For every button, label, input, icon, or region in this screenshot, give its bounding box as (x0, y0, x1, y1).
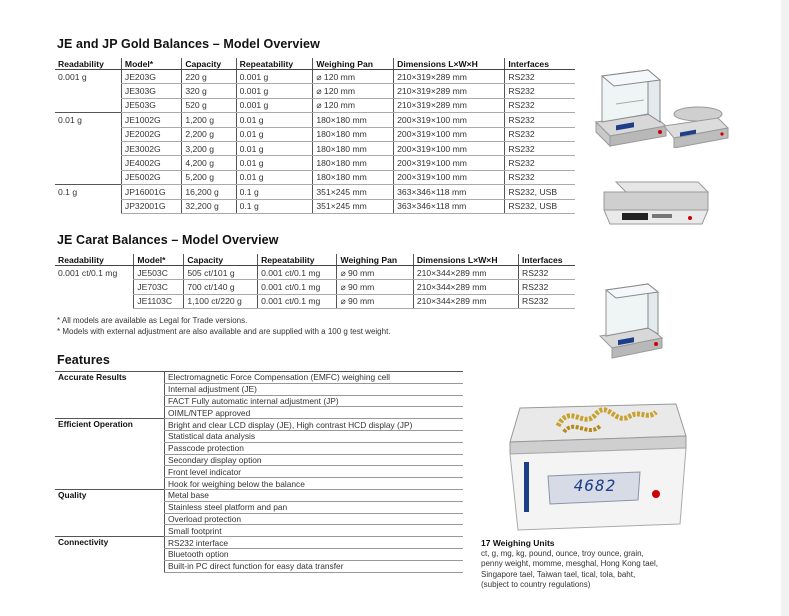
feature-category-spacer (55, 383, 165, 395)
feature-category-spacer (55, 513, 165, 525)
feature-row (55, 407, 463, 419)
feature-category-spacer (55, 560, 165, 572)
feature-item: Metal base (165, 489, 464, 501)
feature-item: OIML/NTEP approved (165, 407, 464, 419)
carat-balance-image (596, 280, 666, 360)
cell-dimensions: 363×346×118 mm (394, 199, 505, 213)
cell-dimensions: 200×319×100 mm (394, 170, 505, 184)
balance-display-reading: 4682 (573, 476, 617, 495)
cell-dimensions: 200×319×100 mm (394, 113, 505, 127)
feature-row (55, 537, 463, 549)
table-row (55, 185, 575, 199)
feature-category-spacer (55, 442, 165, 454)
col-header-readability: Readability (55, 58, 121, 70)
cell-capacity: 3,200 g (182, 141, 236, 155)
cell-model: JE503G (121, 98, 181, 112)
features-table (55, 371, 463, 573)
cell-interfaces: RS232 (518, 280, 575, 294)
col-header-repeatability: Repeatability (236, 58, 313, 70)
feature-item: Internal adjustment (JE) (165, 383, 464, 395)
feature-row (55, 383, 463, 395)
feature-category-spacer (55, 430, 165, 442)
cell-readability: 0.1 g (55, 185, 121, 199)
cell-repeatability: 0.001 ct/0.1 mg (258, 280, 337, 294)
feature-category: Efficient Operation (55, 419, 165, 431)
feature-item: FACT Fully automatic internal adjustment (JP) (165, 395, 464, 407)
cell-repeatability: 0.01 g (236, 156, 313, 170)
feature-row (55, 513, 463, 525)
cell-model: JE1002G (121, 113, 181, 127)
col-header-dimensions: Dimensions L×W×H (394, 58, 505, 70)
feature-item: RS232 interface (165, 537, 464, 549)
cell-weighing-pan: ⌀ 120 mm (313, 70, 394, 84)
cell-capacity: 4,200 g (182, 156, 236, 170)
col-header-interfaces: Interfaces (505, 58, 575, 70)
page-edge (781, 0, 789, 616)
cell-weighing-pan: ⌀ 90 mm (337, 280, 413, 294)
table-row (55, 113, 575, 127)
feature-row (55, 501, 463, 513)
cell-model: JE1103C (134, 294, 184, 308)
feature-row (55, 489, 463, 501)
cell-interfaces: RS232 (505, 170, 575, 184)
feature-item: Hook for weighing below the balance (165, 478, 464, 490)
cell-repeatability: 0.001 g (236, 70, 313, 84)
feature-row (55, 419, 463, 431)
gold-balances-title: JE and JP Gold Balances – Model Overview (57, 37, 320, 51)
cell-readability (55, 170, 121, 184)
cell-readability: 0.001 g (58, 71, 87, 82)
cell-weighing-pan: 180×180 mm (313, 127, 394, 141)
cell-weighing-pan: 180×180 mm (313, 113, 394, 127)
cell-capacity: 1,100 ct/220 g (184, 294, 258, 308)
feature-row (55, 430, 463, 442)
cell-dimensions: 210×344×289 mm (413, 266, 518, 280)
cell-dimensions: 363×346×118 mm (394, 185, 505, 199)
feature-category-spacer (55, 525, 165, 537)
jp-balance-image (600, 178, 710, 228)
col-header-weighing-pan: Weighing Pan (337, 254, 413, 266)
feature-category: Quality (55, 489, 165, 501)
cell-model: JP32001G (121, 199, 181, 213)
cell-repeatability: 0.01 g (236, 141, 313, 155)
cell-repeatability: 0.001 ct/0.1 mg (258, 266, 337, 280)
analytical-balance-image (590, 64, 670, 148)
feature-row (55, 560, 463, 572)
feature-row (55, 372, 463, 384)
col-header-interfaces: Interfaces (518, 254, 575, 266)
cell-readability (55, 294, 134, 308)
col-header-dimensions: Dimensions L×W×H (413, 254, 518, 266)
cell-model: JE503C (134, 266, 184, 280)
cell-repeatability: 0.1 g (236, 185, 313, 199)
cell-interfaces: RS232 (505, 98, 575, 112)
cell-model: JP16001G (121, 185, 181, 199)
feature-item: Built-in PC direct function for easy data transfer (165, 560, 464, 572)
cell-weighing-pan: 351×245 mm (313, 199, 394, 213)
feature-row (55, 442, 463, 454)
cell-model: JE303G (121, 84, 181, 98)
weighing-units-title: 17 Weighing Units (481, 538, 555, 548)
cell-interfaces: RS232 (505, 70, 575, 84)
cell-readability (55, 141, 121, 155)
cell-weighing-pan: ⌀ 90 mm (337, 266, 413, 280)
feature-row (55, 525, 463, 537)
table-row (55, 280, 575, 294)
cell-dimensions: 210×319×289 mm (394, 70, 505, 84)
cell-dimensions: 200×319×100 mm (394, 127, 505, 141)
feature-row (55, 548, 463, 560)
cell-interfaces: RS232 (505, 127, 575, 141)
cell-interfaces: RS232 (518, 294, 575, 308)
feature-category: Connectivity (55, 537, 165, 549)
cell-interfaces: RS232 (505, 156, 575, 170)
carat-balances-title: JE Carat Balances – Model Overview (57, 233, 279, 247)
cell-readability (55, 84, 121, 98)
footnotes (57, 315, 391, 337)
feature-category: Accurate Results (55, 372, 165, 384)
table-row (55, 156, 575, 170)
feature-item: Bright and clear LCD display (JE), High contrast HCD display (JP) (165, 419, 464, 431)
cell-dimensions: 210×319×289 mm (394, 98, 505, 112)
weighing-units-line: Singapore tael, Taiwan tael, tical, tola, baht, (481, 569, 636, 579)
col-header-model: Model* (134, 254, 184, 266)
col-header-weighing-pan: Weighing Pan (313, 58, 394, 70)
cell-interfaces: RS232, USB (505, 199, 575, 213)
feature-row (55, 478, 463, 490)
table-row (55, 294, 575, 308)
cell-weighing-pan: ⌀ 120 mm (313, 84, 394, 98)
table-row (55, 98, 575, 112)
cell-readability: 0.001 ct/0.1 mg (58, 267, 118, 278)
feature-item: Front level indicator (165, 466, 464, 478)
cell-model: JE203G (121, 70, 181, 84)
table-row (55, 199, 575, 213)
cell-weighing-pan: 351×245 mm (313, 185, 394, 199)
feature-row (55, 466, 463, 478)
col-header-model: Model* (121, 58, 181, 70)
cell-readability (55, 156, 121, 170)
cell-model: JE5002G (121, 170, 181, 184)
cell-weighing-pan: ⌀ 120 mm (313, 98, 394, 112)
cell-interfaces: RS232 (505, 84, 575, 98)
cell-dimensions: 200×319×100 mm (394, 141, 505, 155)
table-row (55, 70, 575, 84)
cell-capacity: 320 g (182, 84, 236, 98)
cell-capacity: 32,200 g (182, 199, 236, 213)
weighing-units-line: penny weight, momme, mesghal, Hong Kong tael, (481, 559, 658, 569)
feature-item: Statistical data analysis (165, 430, 464, 442)
cell-repeatability: 0.01 g (236, 170, 313, 184)
col-header-capacity: Capacity (184, 254, 258, 266)
cell-capacity: 1,200 g (182, 113, 236, 127)
cell-readability (55, 98, 121, 112)
footnote-legal-for-trade: * All models are available as Legal for Trade versions. (57, 316, 248, 325)
cell-capacity: 700 ct/140 g (184, 280, 258, 294)
footnote-external-adjustment: * Models with external adjustment are also available and are supplied with a 100 g test weight. (57, 327, 391, 336)
feature-category-spacer (55, 501, 165, 513)
cell-capacity: 16,200 g (182, 185, 236, 199)
col-header-readability: Readability (55, 254, 134, 266)
cell-capacity: 520 g (182, 98, 236, 112)
weighing-units-line: ct, g, mg, kg, pound, ounce, troy ounce, grain, (481, 548, 644, 558)
feature-category-spacer (55, 454, 165, 466)
cell-dimensions: 210×344×289 mm (413, 280, 518, 294)
cell-capacity: 505 ct/101 g (184, 266, 258, 280)
feature-item: Bluetooth option (165, 548, 464, 560)
cell-interfaces: RS232 (505, 141, 575, 155)
cell-dimensions: 200×319×100 mm (394, 156, 505, 170)
cell-model: JE703C (134, 280, 184, 294)
cell-capacity: 5,200 g (182, 170, 236, 184)
cell-repeatability: 0.1 g (236, 199, 313, 213)
cell-interfaces: RS232, USB (505, 185, 575, 199)
gold-balances-table (55, 58, 575, 214)
feature-item: Secondary display option (165, 454, 464, 466)
gold-chain-balance-image (500, 396, 690, 536)
feature-category-spacer (55, 466, 165, 478)
cell-dimensions: 210×344×289 mm (413, 294, 518, 308)
table-row (55, 127, 575, 141)
cell-readability: 0.01 g (55, 113, 121, 127)
cell-repeatability: 0.01 g (236, 113, 313, 127)
feature-category-spacer (55, 407, 165, 419)
cell-capacity: 2,200 g (182, 127, 236, 141)
feature-category-spacer (55, 395, 165, 407)
cell-readability (55, 199, 121, 213)
feature-item: Overload protection (165, 513, 464, 525)
cell-capacity: 220 g (182, 70, 236, 84)
cell-interfaces: RS232 (518, 266, 575, 280)
feature-category-spacer (55, 478, 165, 490)
feature-category-spacer (55, 548, 165, 560)
cell-readability (55, 127, 121, 141)
cell-weighing-pan: 180×180 mm (313, 170, 394, 184)
table-row (55, 266, 575, 280)
cell-model: JE4002G (121, 156, 181, 170)
table-row (55, 170, 575, 184)
weighing-units-panel (481, 538, 691, 591)
cell-model: JE3002G (121, 141, 181, 155)
cell-repeatability: 0.01 g (236, 127, 313, 141)
cell-repeatability: 0.001 g (236, 84, 313, 98)
table-row (55, 84, 575, 98)
weighing-units-line: (subject to country regulations) (481, 580, 591, 590)
cell-interfaces: RS232 (505, 113, 575, 127)
feature-row (55, 454, 463, 466)
feature-item: Electromagnetic Force Compensation (EMFC) weighing cell (165, 372, 464, 384)
table-row (55, 141, 575, 155)
precision-balance-image (660, 102, 730, 148)
cell-weighing-pan: 180×180 mm (313, 156, 394, 170)
feature-item: Stainless steel platform and pan (165, 501, 464, 513)
carat-balances-table (55, 254, 575, 309)
feature-row (55, 395, 463, 407)
feature-item: Passcode protection (165, 442, 464, 454)
cell-model: JE2002G (121, 127, 181, 141)
features-title: Features (57, 353, 110, 367)
col-header-capacity: Capacity (182, 58, 236, 70)
cell-repeatability: 0.001 ct/0.1 mg (258, 294, 337, 308)
cell-repeatability: 0.001 g (236, 98, 313, 112)
cell-weighing-pan: ⌀ 90 mm (337, 294, 413, 308)
cell-readability (55, 280, 134, 294)
cell-dimensions: 210×319×289 mm (394, 84, 505, 98)
cell-weighing-pan: 180×180 mm (313, 141, 394, 155)
col-header-repeatability: Repeatability (258, 254, 337, 266)
feature-item: Small footprint (165, 525, 464, 537)
